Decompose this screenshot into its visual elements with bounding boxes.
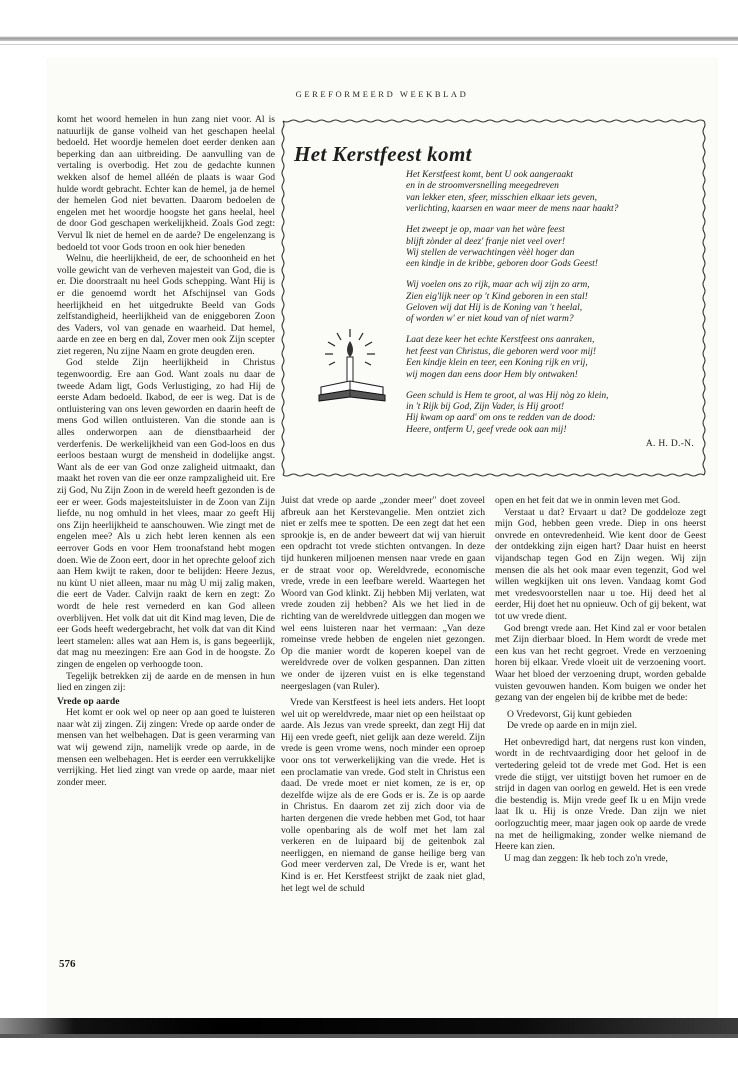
poem-line: Het zweept je op, maar van het wàre feest — [406, 225, 565, 236]
paragraph: U mag dan zeggen: Ik heb toch zo'n vrede, — [504, 852, 668, 864]
poem-line: blijft zònder al deez' franje niet veel over! — [406, 236, 566, 247]
running-header: GEREFORMEERD WEEKBLAD — [295, 89, 469, 99]
column-left — [57, 114, 275, 788]
poem-line: Het Kerstfeest komt, bent U ook aangeraakt — [406, 170, 574, 180]
paragraph: De vrede op aarde en in mijn ziel. — [507, 720, 637, 732]
paragraph: Het onbevredigd hart, dat nergens rust kon vinden, wordt in de rechtvaardiging door het geloof in de vertedering geleid tot de vrede met God. Het is een vrede die stijgt, ver uitstijgt boven het rumoer en de strijd in dagen van oorlog en geweld. Het is een vrede die bestendig is. Mijn vrede geef Ik u en Mijn vrede laat Ik u. Hij is onze Vrede. Dan zijn we niet oorlogzuchtig meer, maar jagen ook op aarde de vrede na met de heiligmaking, zonder welke niemand de Heere kan zien. — [495, 736, 706, 853]
poem-body — [406, 170, 698, 446]
poem-title: Het Kerstfeest komt — [294, 142, 472, 166]
poem-line: Wij voelen ons zo rijk, maar ach wij zijn zo arm, — [406, 280, 590, 291]
poem-stanza — [406, 280, 698, 326]
magazine-page — [46, 58, 718, 1018]
paragraph: open en het feit dat we in onmin leven met God. — [495, 495, 681, 506]
paragraph: Tegelijk betrekken zij de aarde en de mensen in hun lied en zingen zij: — [57, 670, 275, 694]
scan-edge-top — [0, 36, 738, 41]
poem-line: Geen schuld is Hem te groot, al was Hij nòg zo klein, — [406, 390, 609, 401]
poem-line: of worden w' er niet koud van of niet warm? — [406, 314, 574, 325]
paragraph: komt het woord hemelen in hun zang niet voor. Al is natuurlijk de ganse volheid van het geschapen heelal bedoeld. Het woordje hemelen doet eerder denken aan beperking dan aan uitbreiding. De aanvulling van de vertaling is overbodig. Het zou de gedachte kunnen wekken alsof de hemel alléén de plaats is waar God hulde wordt gebracht. Echter kan de hemel, ja de hemel der hemelen God niet bevatten. Daarom bedoelen de engelen met het woordje hoogste het gans heelal, heel de door God geschapen werkelijkheid. Zoals God zegt: Vervul Ik niet de hemel en de aarde? De engelenzang is bedoeld tot voor Gods troon en ook hier beneden — [57, 114, 275, 253]
paragraph: Verstaat u dat? Ervaart u dat? De goddeloze zegt mijn God, hebben geen vrede. Diep in ons heerst onvrede en ontevredenheid. Wie kent door de Geest der ontdekking zijn eigen hart? Daar huist en heerst vijandschap tegen God en Zijn wegen. Wij zijn mensen die als het ook maar even tegenzit, God wel willen wegkijken uit ons leven. Vandaag komt God met vredesvoorstellen naar u toe. Hij deed het al eerder, Hij doet het nu opnieuw. Och of gij bekent, wat tot uw vrede dient. — [495, 506, 706, 622]
paragraph: God stelde Zijn heerlijkheid in Christus tegenwoordig. Ere aan God. Want zoals nu daar de tweede Adam ligt, Gods Verlustiging, zo had Hij de eerste Adam bedoeld. Ikabod, de eer is weg. Dat is de ontluistering van ons leven geworden en daarin heeft de mens God willen ontluisteren. Van die stonde aan is alles onderworpen aan de dienstbaarheid der verderfenis. De werkelijkheid van een God-loos en dus eerloos bestaan wurgt de mensheid in dodelijke angst. Want als de eer van God onze zaligheid uitmaakt, dan maakt het roven van die eer onze rampzaligheid uit. Ere zij God, Nu Zijn Zoon in de wereld heeft gezonden is de eer er weer. Gods majesteitsluister in de Zoon van Zijn liefde, nu nog omhuld in het vlees, maar zo geeft Hij ons Zijn heerlijkheid te aanschouwen. Wie zingt met de engelen mee? Als u zich hebt leren kennen als een eerrover Gods en voor Hem troonafstand hebt mogen doen. Wie de Zoon eert, door in het oprechte geloof zich aan Hem kwijt te raken, door te belijden: Heere Jezus, nu kùnt U niet alleen, maar nu màg U mij zalig maken, die eert de Vader. Calvijn raakt de kern en zegt: Zo wordt de hele rest vernederd en kan God alleen overblijven. Het volk dat uit dit Kind mag leven, Die de eer Gods heeft wedergebracht, het volk dat van dit Kind leert stamelen: alles wat aan Hem is, is gans begeerlijk, dat mag nu meezingen: Ere aan God in de hoogste. Zo zingen de engelen op verhoogde toon. — [57, 357, 275, 670]
paragraph: Juist dat vrede op aarde „zonder meer" doet zoveel afbreuk aan het Kerstevangelie. Men ontziet zich niet er zelfs mee te spotten. De een zegt dat het een sprookje is, en de ander beweert dat wij van hieruit een opdracht tot vrede stichten ontvangen. In deze tijd hunkeren miljoenen mensen naar vrede en gaan er de straat voor op. Wereldvrede, economische vrede, vrede in een leefbare wereld. Waartegen het Woord van God klinkt. Zij hebben Mij verlaten, wat vrede zouden zij hebben? Als we het lied in de richting van de wereldvrede uitleggen dan mogen we wel eens luisteren naar het vermaan: „Van deze romeinse vrede hebben de engelen niet gezongen. Op die manier wordt de koperen koepel van de wereldvrede over de volken gespannen. Dan zitten we onder de ijzeren vuist en is elke tegenstand neergeslagen (van Ruler). — [281, 495, 485, 692]
poem-line: Wij stellen de verwachtingen vèèl hoger dan — [406, 247, 575, 258]
scan-edge-bottom — [0, 1018, 738, 1034]
poem-line: Zien eig'lijk neer op 't Kind geboren in een stal! — [406, 291, 588, 302]
page-number: 576 — [59, 958, 76, 970]
poem-stanza — [406, 170, 698, 216]
poem-line: een kindje in de kribbe, geboren door Gods Geest! — [406, 259, 598, 270]
paragraph: Vrede van Kerstfeest is heel iets anders. Het loopt wel uit op wereldvrede, maar niet op een heilstaat op aarde. Als Jezus van vrede spreekt, dan zegt Hij dat Hij een vrede geeft, niet gelijk aan deze wereld. Zijn vrede is geen vrome wens, noch minder een oproep voor ons tot verwerkelijking van die vrede. Het is een proclamatie van vrede. God stelt in Christus een daad. De vrede moet er niet komen, ze is er, op dezelfde wijze als de ere Gods er is. Ze is op aarde in Christus. En daarom zet zij zich door via de harten dergenen die vrede hebben met God, tot haar volle openbaring als de wolf met het lam zal verkeren en de luipaard bij de geitenbok zal neerliggen, en niemand de ganse heilige berg van God meer verderven zal, De Vrede is er, want het Kind is er. Het Kerstfeest strijkt de zaak niet glad, het legt wel de schuld — [281, 697, 485, 894]
column-middle — [281, 495, 485, 894]
poem-line: Heere, ontferm U, geef vrede ook aan mij! — [406, 424, 567, 435]
poem-line: Een kindje klein en teer, een Koning rijk en vrij, — [406, 358, 588, 369]
poem-line: in 't Rijk bij God, Zijn Vader, is Hij groot! — [406, 401, 565, 412]
paragraph: Het komt er ook wel op neer op aan goed te luisteren naar wàt zij zingen. Zij zingen: Vrede op aarde onder de mensen van het welbehagen. Dat is geen verarming van wat wij gewend zijn, namelijk vrede op aarde, in de mensen een welbehagen. Het is eerder een verrukkelijke verrijking. Het lied zingt van vrede op aarde, maar niet zonder meer. — [57, 707, 275, 788]
poem-line: het feest van Christus, die geboren werd voor mij! — [406, 346, 597, 357]
paragraph: Welnu, die heerlijkheid, de eer, de schoonheid en het volle gewicht van de verheven majesteit van God, die is er. Die doorstraalt nu heel Gods schepping. Want Hij is er die genoemd wordt het Afschijnsel van Gods heerlijkheid en het uitgedrukte Beeld van Gods zelfstandigheid, heerlijkheid van de eniggeboren Zoon des Vaders, vol van genade en waarheid. Dat hemel, aarde en zee en berg en dal, Zover men ook Zijn scepter ziet regeren, Nu zijne Naam en grote deugden eren. — [57, 253, 275, 357]
scan-line-top — [0, 44, 738, 45]
poem-line: verlichting, kaarsen en waar meer de mens naar haakt? — [406, 204, 619, 215]
poem-line: Hij kwam op aard' om ons te redden van de dood: — [406, 413, 596, 424]
scan-edge-bottom-shadow — [0, 1034, 738, 1038]
paragraph: O Vredevorst, Gij kunt gebieden — [507, 708, 632, 720]
poem-line: en in de stroomversnelling meegedreven — [406, 181, 559, 192]
poem-line: Laat deze keer het echte Kerstfeest ons aanraken, — [406, 335, 595, 346]
paragraph: God brengt vrede aan. Het Kind zal er voor betalen met Zijn dierbaar bloed. In Hem wordt de vrede met een kus van het recht gegroet. Vrede en verzoening horen bij elkaar. Vrede vloeit uit de verzoening voort. Waar het bloed der verzoening drupt, worden gebalde vuisten gevouwen handen. Kom buigen we onder het gezang van der engelen bij de kribbe met de bede: — [495, 622, 706, 704]
poem-stanza — [406, 225, 698, 271]
poem-line: Geloven wij dat Hij is de Koning van 't heelal, — [406, 303, 583, 314]
poem-stanza — [406, 335, 698, 381]
poem-signature: A. H. D.-N. — [645, 439, 694, 449]
poem-stanza — [406, 391, 698, 437]
poem-line: wij mogen dan eens door Hem bly ontwaken! — [406, 369, 578, 380]
column-right — [495, 495, 706, 864]
poem-line: van lekker eten, sfeer, misschien elkaar iets geven, — [406, 192, 597, 203]
poem-box — [279, 117, 708, 479]
candle-bible-illustration — [317, 327, 389, 414]
section-heading: Vrede op aarde — [57, 695, 120, 707]
